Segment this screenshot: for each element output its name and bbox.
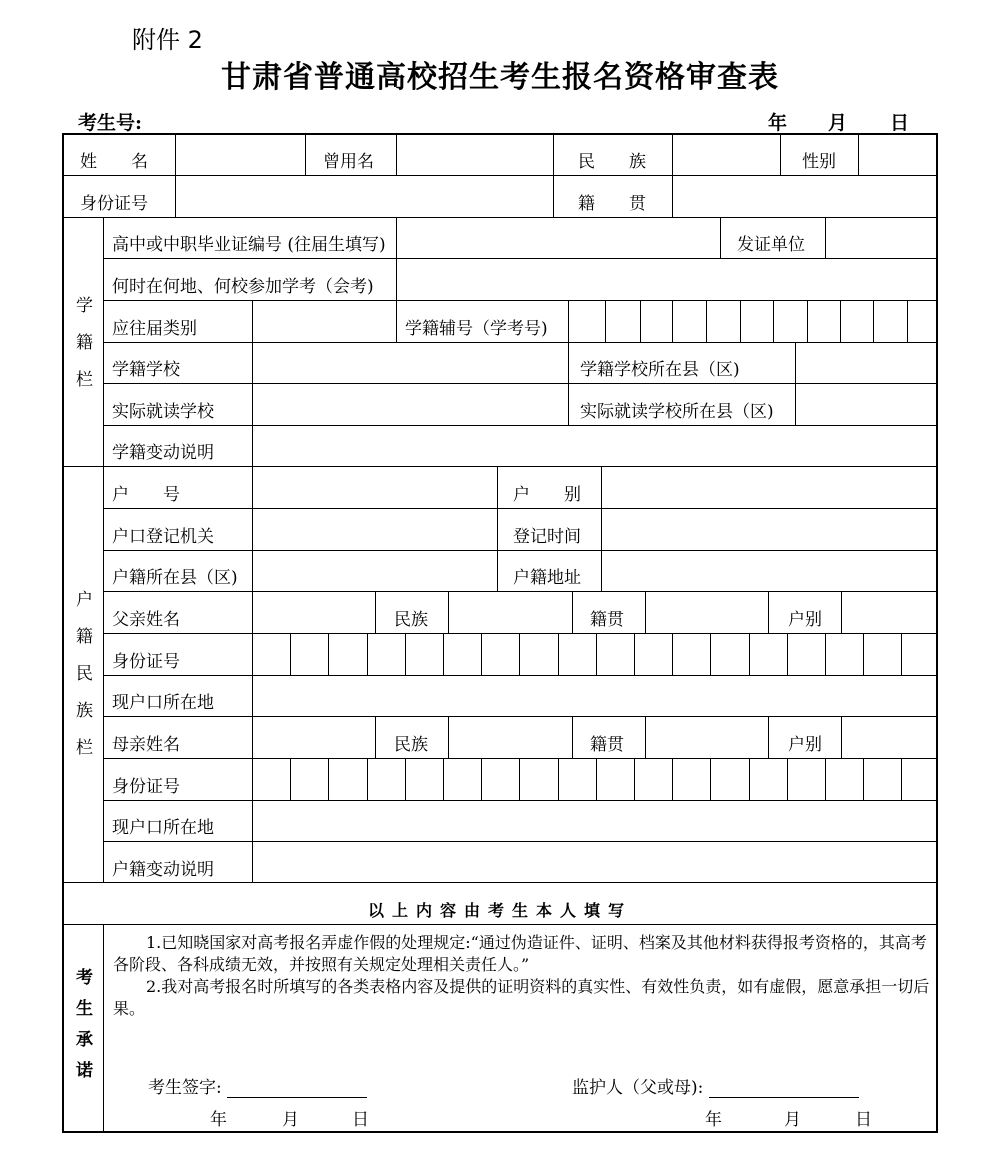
guardian-signature-line[interactable] (709, 1083, 859, 1098)
label-former-name: 曾用名 (323, 152, 374, 172)
grid-line (710, 758, 711, 800)
label-school: 学籍学校 (112, 360, 180, 380)
grid-line (396, 258, 397, 300)
header-month: 月 (828, 112, 848, 134)
grid-line (443, 758, 444, 800)
label-father-native: 籍贯 (590, 610, 624, 630)
grid-line (252, 425, 253, 466)
label-registration-time: 登记时间 (513, 527, 581, 547)
grid-line (795, 342, 796, 425)
student-signature-label: 考生签字: (148, 1078, 222, 1098)
grid-line (672, 175, 673, 217)
label-student-number: 学籍辅号（学考号) (405, 319, 548, 339)
grid-line (841, 716, 842, 758)
grid-line (448, 591, 449, 633)
grid-line (572, 716, 573, 758)
label-native-place: 籍 贯 (578, 194, 646, 214)
student-sign-month: 月 (282, 1110, 299, 1130)
label-mother-id: 身份证号 (112, 777, 180, 797)
grid-line (103, 300, 938, 301)
grid-line (558, 758, 559, 800)
grid-line (780, 133, 781, 175)
grid-line (706, 300, 707, 342)
grid-line (605, 300, 606, 342)
grid-line (596, 758, 597, 800)
grid-line (901, 758, 902, 800)
grid-line (252, 633, 253, 675)
grid-line (396, 217, 397, 258)
label-id-number: 身份证号 (80, 194, 148, 214)
grid-line (840, 300, 841, 342)
grid-line (553, 133, 554, 175)
guardian-signature-label: 监护人（父或母): (572, 1078, 704, 1098)
label-school-county: 学籍学校所在县（区) (580, 360, 740, 380)
grid-line (519, 758, 520, 800)
label-name: 姓 名 (80, 152, 148, 172)
grid-line (825, 633, 826, 675)
household-section-title: 户籍民族栏 (72, 590, 92, 775)
grid-line (481, 758, 482, 800)
header-day: 日 (890, 112, 910, 134)
grid-line (252, 758, 253, 800)
label-hukou-address: 户籍地址 (513, 568, 581, 588)
grid-line (252, 300, 253, 342)
grid-line (749, 758, 750, 800)
pledge-section-title: 考生承诺 (72, 968, 92, 1092)
grid-line (672, 300, 673, 342)
grid-line (375, 716, 376, 758)
grid-line (710, 633, 711, 675)
grid-line (175, 133, 176, 175)
grid-line (103, 342, 938, 343)
guardian-sign-month: 月 (784, 1110, 801, 1130)
grid-line (103, 258, 938, 259)
grid-line (497, 466, 498, 591)
grid-line (448, 716, 449, 758)
grid-line (720, 217, 721, 258)
grid-line (175, 175, 176, 217)
label-actual-school: 实际就读学校 (112, 402, 214, 422)
grid-line (672, 633, 673, 675)
grid-line (645, 591, 646, 633)
form-title: 甘肃省普通高校招生考生报名资格审查表 (221, 60, 779, 95)
label-diploma-number: 高中或中职毕业证编号 (往届生填写) (112, 235, 386, 255)
grid-line (443, 633, 444, 675)
grid-line (787, 633, 788, 675)
grid-line (62, 217, 938, 218)
label-issuer: 发证单位 (737, 235, 805, 255)
label-actual-county: 实际就读学校所在县（区) (580, 402, 774, 422)
grid-line (103, 591, 938, 592)
label-father-hukou-type: 户别 (788, 610, 822, 630)
grid-line (252, 466, 253, 591)
label-father-name: 父亲姓名 (112, 610, 180, 630)
grid-line (768, 591, 769, 633)
grid-line (103, 633, 938, 634)
pledge-paragraph-2: 2.我对高考报名时所填写的各类表格内容及提供的证明资料的真实性、有效性负责，如有虚假，愿意承担一切后果。 (113, 977, 930, 1018)
grid-line (749, 633, 750, 675)
grid-line (640, 300, 641, 342)
label-academic-test: 何时在何地、何校参加学考（会考) (112, 277, 374, 297)
student-signature-row (148, 1073, 367, 1098)
grid-line (367, 633, 368, 675)
label-mother-ethnicity: 民族 (394, 735, 428, 755)
grid-line (519, 633, 520, 675)
grid-line (103, 383, 938, 384)
grid-line (572, 591, 573, 633)
grid-line (103, 716, 938, 717)
label-hukou-type: 户 别 (513, 485, 581, 505)
grid-line (62, 882, 938, 883)
grid-line (103, 758, 938, 759)
label-father-ethnicity: 民族 (394, 610, 428, 630)
grid-line (807, 300, 808, 342)
guardian-sign-year: 年 (705, 1110, 722, 1130)
grid-line (740, 300, 741, 342)
label-grad-type: 应往届类别 (112, 319, 197, 339)
grid-line (841, 591, 842, 633)
grid-line (62, 924, 938, 925)
grid-line (553, 175, 554, 217)
grid-line (901, 633, 902, 675)
label-mother-native: 籍贯 (590, 735, 624, 755)
label-hukou-number: 户 号 (112, 485, 180, 505)
grid-line (375, 591, 376, 633)
grid-line (787, 758, 788, 800)
grid-line (601, 466, 602, 591)
grid-line (825, 217, 826, 258)
guardian-signature-row (572, 1073, 859, 1098)
grid-line (103, 800, 938, 801)
grid-line (558, 633, 559, 675)
grid-line (768, 716, 769, 758)
grid-line (103, 675, 938, 676)
grid-line (405, 758, 406, 800)
grid-line (62, 175, 938, 176)
student-sign-day: 日 (352, 1110, 369, 1130)
grid-line (305, 133, 306, 175)
grid-line (568, 342, 569, 425)
label-father-address: 现户口所在地 (112, 693, 214, 713)
grid-line (863, 758, 864, 800)
grid-line (103, 508, 938, 509)
grid-line (328, 633, 329, 675)
student-signature-line[interactable] (227, 1083, 367, 1098)
grid-line (252, 675, 253, 716)
label-gender: 性别 (802, 152, 836, 172)
label-ethnicity: 民 族 (578, 152, 646, 172)
grid-line (290, 758, 291, 800)
label-hukou-county: 户籍所在县（区) (112, 568, 238, 588)
grid-line (367, 758, 368, 800)
grid-line (634, 633, 635, 675)
pledge-paragraph-1: 1.已知晓国家对高考报名弄虚作假的处理规定:“通过伪造证件、证明、档案及其他材料获得报考资格的，其高考各阶段、各科成绩无效，并按照有关规定处理相关责任人。” (113, 933, 927, 974)
label-household-change: 户籍变动说明 (112, 860, 214, 880)
grid-line (290, 633, 291, 675)
label-mother-address: 现户口所在地 (112, 818, 214, 838)
grid-line (672, 133, 673, 175)
grid-line (858, 133, 859, 175)
grid-line (873, 300, 874, 342)
grid-line (672, 758, 673, 800)
grid-line (103, 217, 104, 882)
grid-line (328, 758, 329, 800)
label-school-change: 学籍变动说明 (112, 443, 214, 463)
student-sign-year: 年 (210, 1110, 227, 1130)
grid-line (103, 841, 938, 842)
grid-line (252, 800, 253, 882)
grid-line (481, 633, 482, 675)
grid-line (645, 716, 646, 758)
grid-line (103, 550, 938, 551)
grid-line (396, 133, 397, 175)
grid-line (252, 342, 253, 425)
fill-notice: 以上内容由考生本人填写 (367, 901, 632, 920)
attachment-label: 附件 2 (132, 26, 203, 54)
school-section-title: 学籍栏 (72, 296, 92, 407)
grid-line (634, 758, 635, 800)
grid-line (907, 300, 908, 342)
grid-line (568, 300, 569, 342)
grid-line (405, 633, 406, 675)
grid-line (825, 758, 826, 800)
label-mother-name: 母亲姓名 (112, 735, 180, 755)
guardian-sign-day: 日 (855, 1110, 872, 1130)
header-year: 年 (768, 112, 788, 134)
grid-line (396, 300, 397, 342)
grid-line (252, 716, 253, 758)
grid-line (62, 466, 938, 467)
grid-line (103, 425, 938, 426)
grid-line (252, 591, 253, 633)
grid-line (863, 633, 864, 675)
exam-number-label: 考生号: (78, 112, 143, 134)
grid-line (103, 924, 104, 1133)
pledge-text (113, 932, 933, 1020)
grid-line (596, 633, 597, 675)
label-father-id: 身份证号 (112, 652, 180, 672)
grid-line (773, 300, 774, 342)
label-mother-hukou-type: 户别 (788, 735, 822, 755)
label-registration-office: 户口登记机关 (112, 527, 214, 547)
